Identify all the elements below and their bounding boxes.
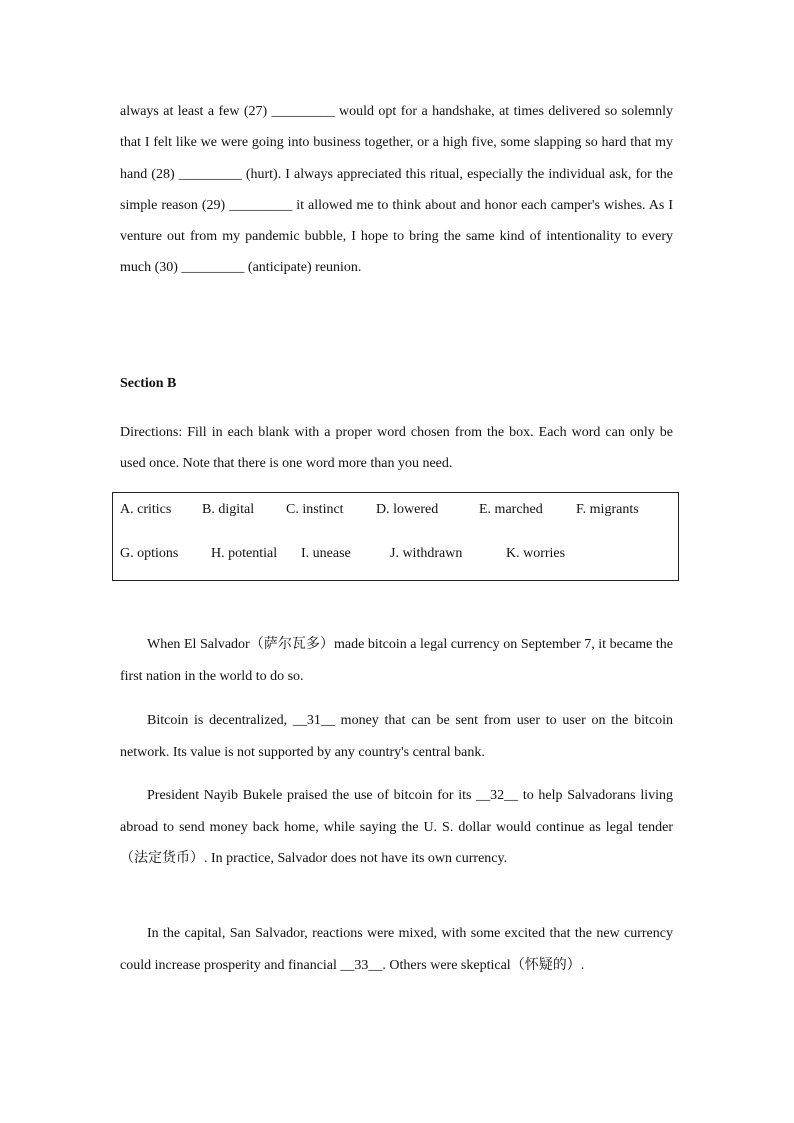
- word-option-f: F. migrants: [576, 502, 639, 517]
- paragraph-continuation: always at least a few (27) _________ would opt for a handshake, at times delivered so solemnly that I felt like we were going into business together, or a high five, some slapping so hard that my hand (28) _________ (hurt). I always appreciated this ritual, especially the individual ask, for the simple reason (29) _________ it allowed me to think about and honor each camper's wishes. As I venture out from my pandemic bubble, I hope to bring the same kind of intentionality to every much (30) _________ (anticipate) reunion.: [120, 104, 673, 276]
- word-option-i: I. unease: [301, 546, 351, 561]
- passage-paragraph-3: President Nayib Bukele praised the use of bitcoin for its __32__ to help Salvadorans living abroad to send money back home, while saying the U. S. dollar would continue as legal tender（法定货币）. In practice, Salvador does not have its own currency.: [120, 788, 673, 866]
- word-option-c: C. instinct: [286, 502, 344, 517]
- word-option-k: K. worries: [506, 546, 566, 561]
- word-option-j: J. withdrawn: [390, 546, 463, 561]
- word-bank-box: [112, 492, 679, 581]
- word-option-a: A. critics: [120, 502, 172, 517]
- passage-paragraph-2: Bitcoin is decentralized, __31__ money that can be sent from user to user on the bitcoin network. Its value is not supported by any country's central bank.: [120, 713, 673, 760]
- word-option-g: G. options: [120, 546, 179, 561]
- word-option-e: E. marched: [479, 502, 543, 517]
- passage-paragraph-4: In the capital, San Salvador, reactions were mixed, with some excited that the new currency could increase prosperity and financial __33__. Others were skeptical（怀疑的）.: [120, 926, 673, 973]
- word-option-b: B. digital: [202, 502, 255, 517]
- word-option-d: D. lowered: [376, 502, 439, 517]
- passage-paragraph-1: When El Salvador（萨尔瓦多）made bitcoin a legal currency on September 7, it became the first nation in the world to do so.: [120, 637, 673, 684]
- section-title: Section B: [120, 376, 177, 391]
- word-option-h: H. potential: [211, 546, 278, 561]
- directions-text: Directions: Fill in each blank with a proper word chosen from the box. Each word can only be used once. Note that there is one word more than you need.: [120, 425, 673, 471]
